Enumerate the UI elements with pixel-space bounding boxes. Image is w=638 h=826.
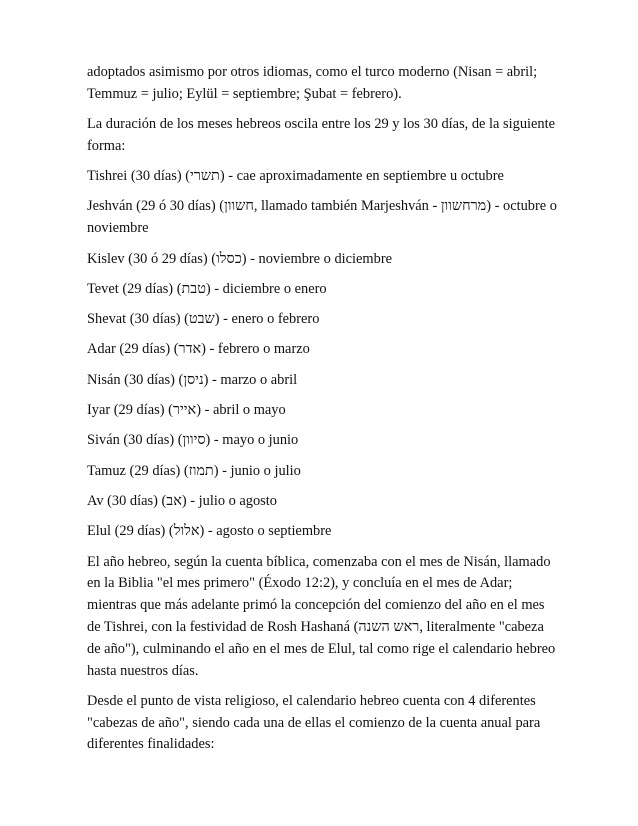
paragraph-intro-continuation: adoptados asimismo por otros idiomas, como el turco moderno (Nisan = abril; Temmuz = julio; Eylül = septiembre; Şubat = febrero). — [87, 64, 538, 102]
month-item-jeshvan: Jeshván (29 ó 30 días) (חשוון, llamado también Marjeshván - מרחשוון) - octubre o noviembre — [87, 198, 557, 237]
month-item-kislev: Kislev (30 ó 29 días) (כסלו) - noviembre o diciembre — [87, 250, 392, 267]
month-item-adar: Adar (29 días) (אדר) - febrero o marzo — [87, 341, 310, 358]
document-page — [87, 62, 557, 765]
month-item-tamuz: Tamuz (29 días) (תמוז) - junio o julio — [87, 462, 301, 479]
month-item-shevat: Shevat (30 días) (שבט) - enero o febrero — [87, 311, 320, 328]
month-item-tishrei: Tishrei (30 días) (תשרי) - cae aproximadamente en septiembre u octubre — [87, 168, 504, 185]
paragraph-year-start: El año hebreo, según la cuenta bíblica, comenzaba con el mes de Nisán, llamado en la Biblia "el mes primero" (Éxodo 12:2), y concluía en el mes de Adar; mientras que más adelante primó la concepción del comienzo del año en el mes de Tishrei, con la festividad de Rosh Hashaná (ראש השנה, literalmente "cabeza de año"), culminando el año en el mes de Elul, tal como rige el calendario hebreo hasta nuestros días. — [87, 553, 556, 679]
month-item-av: Av (30 días) (אב) - julio o agosto — [87, 492, 277, 509]
month-item-elul: Elul (29 días) (אלול) - agosto o septiembre — [87, 523, 332, 540]
paragraph-month-duration: La duración de los meses hebreos oscila entre los 29 y los 30 días, de la siguiente forma: — [87, 116, 555, 154]
month-item-sivan: Siván (30 días) (סיוון) - mayo o junio — [87, 432, 299, 449]
paragraph-religious-new-years: Desde el punto de vista religioso, el calendario hebreo cuenta con 4 diferentes "cabezas de año", siendo cada una de ellas el comienzo de la cuenta anual para diferentes finalidades: — [87, 692, 541, 753]
month-item-tevet: Tevet (29 días) (טבת) - diciembre o enero — [87, 280, 327, 297]
month-item-iyar: Iyar (29 días) (אייר) - abril o mayo — [87, 402, 286, 419]
month-item-nisan: Nisán (30 días) (ניסן) - marzo o abril — [87, 371, 298, 388]
